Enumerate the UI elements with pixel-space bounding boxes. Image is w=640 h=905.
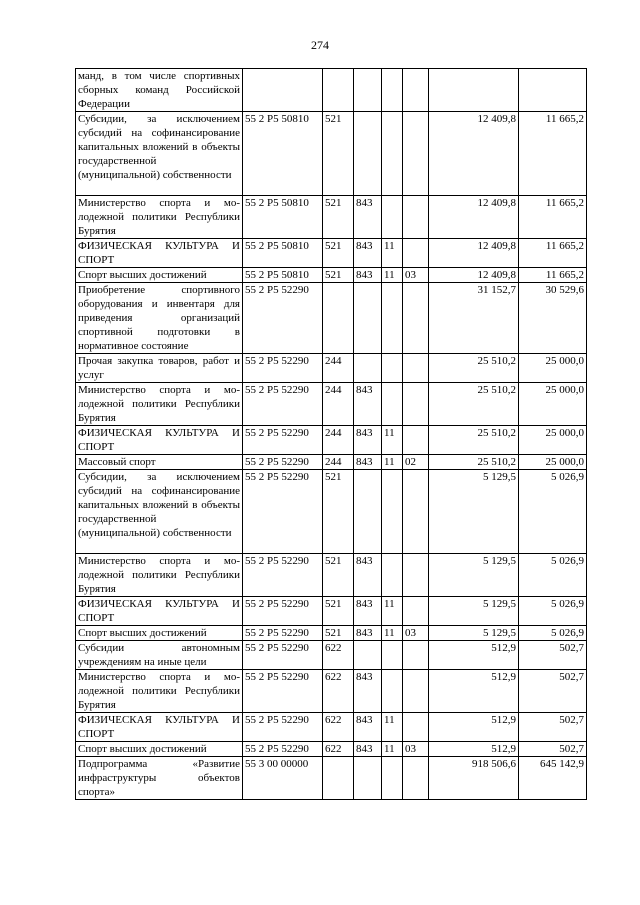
cell-target-article: 55 2 P5 52290 [243, 426, 323, 455]
cell-amount-2: 30 529,6 [519, 283, 587, 354]
table-row [76, 196, 587, 239]
cell-expense-type [323, 69, 354, 112]
cell-name: Субсидии автономным учреждениям на иные цели [76, 641, 243, 670]
cell-name: Спорт высших достижений [76, 742, 243, 757]
cell-section [382, 470, 403, 554]
cell-ministry-code [354, 112, 382, 196]
cell-subsection [403, 470, 429, 554]
cell-ministry-code: 843 [354, 670, 382, 713]
cell-amount-2: 11 665,2 [519, 112, 587, 196]
cell-subsection [403, 757, 429, 800]
table-row [76, 112, 587, 196]
cell-subsection: 03 [403, 268, 429, 283]
cell-name: Приобретение спортивного оборудования и инвентаря для приведения организаций спортивной подготовки в нормативное состояние [76, 283, 243, 354]
cell-target-article: 55 2 P5 52290 [243, 455, 323, 470]
cell-amount-2: 11 665,2 [519, 196, 587, 239]
cell-expense-type: 622 [323, 670, 354, 713]
cell-subsection [403, 239, 429, 268]
cell-subsection [403, 112, 429, 196]
table-row [76, 69, 587, 112]
table-body [76, 69, 587, 800]
table-row [76, 426, 587, 455]
cell-subsection: 03 [403, 742, 429, 757]
cell-amount-2: 5 026,9 [519, 554, 587, 597]
cell-expense-type: 521 [323, 597, 354, 626]
cell-section: 11 [382, 455, 403, 470]
cell-subsection [403, 670, 429, 713]
cell-ministry-code [354, 757, 382, 800]
cell-name: Массовый спорт [76, 455, 243, 470]
cell-ministry-code: 843 [354, 268, 382, 283]
cell-expense-type [323, 757, 354, 800]
cell-amount-1: 25 510,2 [429, 426, 519, 455]
cell-subsection [403, 713, 429, 742]
table-row [76, 554, 587, 597]
cell-target-article: 55 2 P5 50810 [243, 112, 323, 196]
cell-section: 11 [382, 426, 403, 455]
cell-amount-2: 5 026,9 [519, 626, 587, 641]
cell-section: 11 [382, 239, 403, 268]
cell-section [382, 283, 403, 354]
table-row [76, 626, 587, 641]
cell-target-article: 55 2 P5 52290 [243, 626, 323, 641]
cell-ministry-code: 843 [354, 455, 382, 470]
cell-target-article: 55 2 P5 52290 [243, 470, 323, 554]
cell-section: 11 [382, 597, 403, 626]
cell-amount-2: 11 665,2 [519, 239, 587, 268]
cell-section [382, 641, 403, 670]
cell-amount-1: 512,9 [429, 742, 519, 757]
cell-subsection [403, 196, 429, 239]
cell-section [382, 69, 403, 112]
cell-amount-1: 12 409,8 [429, 112, 519, 196]
cell-subsection [403, 69, 429, 112]
cell-target-article: 55 2 P5 52290 [243, 742, 323, 757]
cell-expense-type: 244 [323, 383, 354, 426]
cell-target-article: 55 2 P5 52290 [243, 554, 323, 597]
cell-ministry-code [354, 69, 382, 112]
cell-section [382, 112, 403, 196]
page-number: 274 [311, 38, 329, 52]
table-row [76, 641, 587, 670]
cell-expense-type: 521 [323, 626, 354, 641]
cell-ministry-code: 843 [354, 713, 382, 742]
table-row [76, 713, 587, 742]
cell-amount-2: 645 142,9 [519, 757, 587, 800]
cell-expense-type: 244 [323, 455, 354, 470]
cell-expense-type: 521 [323, 196, 354, 239]
cell-expense-type: 622 [323, 641, 354, 670]
cell-expense-type: 622 [323, 713, 354, 742]
cell-amount-1: 12 409,8 [429, 268, 519, 283]
cell-amount-1: 512,9 [429, 670, 519, 713]
table-row [76, 597, 587, 626]
cell-name: Спорт высших достижений [76, 626, 243, 641]
cell-name: Министерство спорта и молодежной политики Республики Бурятия [76, 554, 243, 597]
table-row [76, 354, 587, 383]
cell-name: Министерство спорта и молодежной политики Республики Бурятия [76, 196, 243, 239]
cell-name: манд, в том числе спортивных сборных команд Российской Федерации [76, 69, 243, 112]
cell-amount-2: 25 000,0 [519, 455, 587, 470]
cell-amount-1: 5 129,5 [429, 597, 519, 626]
budget-table [75, 68, 587, 800]
cell-amount-1: 5 129,5 [429, 470, 519, 554]
cell-subsection: 03 [403, 626, 429, 641]
cell-name: Субсидии, за исключением субсидий на софинансирование капитальных вложений в объекты государственной (муниципальной) собственности [76, 112, 243, 196]
cell-target-article: 55 2 P5 50810 [243, 196, 323, 239]
cell-subsection [403, 426, 429, 455]
cell-amount-1: 12 409,8 [429, 196, 519, 239]
cell-target-article: 55 2 P5 52290 [243, 641, 323, 670]
cell-target-article: 55 2 P5 50810 [243, 268, 323, 283]
cell-target-article: 55 2 P5 50810 [243, 239, 323, 268]
cell-name: Министерство спорта и молодежной политики Республики Бурятия [76, 670, 243, 713]
cell-amount-2: 11 665,2 [519, 268, 587, 283]
cell-ministry-code [354, 354, 382, 383]
cell-amount-2 [519, 69, 587, 112]
table-row [76, 455, 587, 470]
cell-expense-type [323, 283, 354, 354]
table-row [76, 742, 587, 757]
cell-amount-2: 502,7 [519, 641, 587, 670]
cell-section [382, 354, 403, 383]
cell-amount-2: 502,7 [519, 742, 587, 757]
table-row [76, 670, 587, 713]
table-row [76, 470, 587, 554]
cell-amount-2: 5 026,9 [519, 470, 587, 554]
cell-amount-1: 31 152,7 [429, 283, 519, 354]
cell-amount-1: 5 129,5 [429, 554, 519, 597]
cell-ministry-code: 843 [354, 426, 382, 455]
cell-name: Министерство спорта и молодежной политики Республики Бурятия [76, 383, 243, 426]
cell-amount-1: 25 510,2 [429, 354, 519, 383]
cell-amount-2: 5 026,9 [519, 597, 587, 626]
cell-ministry-code: 843 [354, 554, 382, 597]
cell-section: 11 [382, 742, 403, 757]
cell-amount-1: 25 510,2 [429, 383, 519, 426]
cell-expense-type: 622 [323, 742, 354, 757]
cell-name: Субсидии, за исключением субсидий на софинансирование капитальных вложений в объекты государственной (муниципальной) собственности [76, 470, 243, 554]
cell-ministry-code [354, 283, 382, 354]
cell-amount-2: 25 000,0 [519, 383, 587, 426]
cell-amount-2: 502,7 [519, 713, 587, 742]
cell-name: ФИЗИЧЕСКАЯ КУЛЬТУРА И СПОРТ [76, 713, 243, 742]
cell-ministry-code: 843 [354, 239, 382, 268]
cell-amount-1: 5 129,5 [429, 626, 519, 641]
table-row [76, 283, 587, 354]
cell-section [382, 554, 403, 597]
cell-name: Подпрограмма «Развитие инфраструктуры объектов спорта» [76, 757, 243, 800]
table-row [76, 268, 587, 283]
cell-amount-1: 512,9 [429, 641, 519, 670]
cell-amount-1: 25 510,2 [429, 455, 519, 470]
table-row [76, 383, 587, 426]
cell-section [382, 670, 403, 713]
cell-subsection [403, 383, 429, 426]
cell-amount-1 [429, 69, 519, 112]
cell-ministry-code: 843 [354, 383, 382, 426]
cell-ministry-code: 843 [354, 597, 382, 626]
cell-ministry-code [354, 470, 382, 554]
cell-section [382, 196, 403, 239]
table-row [76, 239, 587, 268]
cell-target-article [243, 69, 323, 112]
cell-amount-1: 918 506,6 [429, 757, 519, 800]
cell-subsection [403, 354, 429, 383]
cell-ministry-code [354, 641, 382, 670]
cell-amount-1: 12 409,8 [429, 239, 519, 268]
cell-target-article: 55 3 00 00000 [243, 757, 323, 800]
cell-name: ФИЗИЧЕСКАЯ КУЛЬТУРА И СПОРТ [76, 597, 243, 626]
cell-ministry-code: 843 [354, 196, 382, 239]
cell-expense-type: 521 [323, 554, 354, 597]
cell-ministry-code: 843 [354, 742, 382, 757]
cell-name: ФИЗИЧЕСКАЯ КУЛЬТУРА И СПОРТ [76, 239, 243, 268]
cell-expense-type: 244 [323, 354, 354, 383]
cell-amount-2: 25 000,0 [519, 354, 587, 383]
cell-section: 11 [382, 713, 403, 742]
cell-amount-1: 512,9 [429, 713, 519, 742]
cell-name: ФИЗИЧЕСКАЯ КУЛЬТУРА И СПОРТ [76, 426, 243, 455]
cell-subsection: 02 [403, 455, 429, 470]
cell-subsection [403, 554, 429, 597]
cell-expense-type: 521 [323, 239, 354, 268]
cell-expense-type: 521 [323, 112, 354, 196]
cell-section: 11 [382, 268, 403, 283]
cell-ministry-code: 843 [354, 626, 382, 641]
cell-section [382, 757, 403, 800]
table-row [76, 757, 587, 800]
cell-target-article: 55 2 P5 52290 [243, 670, 323, 713]
cell-expense-type: 521 [323, 470, 354, 554]
cell-target-article: 55 2 P5 52290 [243, 713, 323, 742]
cell-expense-type: 244 [323, 426, 354, 455]
cell-section: 11 [382, 626, 403, 641]
cell-target-article: 55 2 P5 52290 [243, 283, 323, 354]
cell-name: Спорт высших достижений [76, 268, 243, 283]
cell-target-article: 55 2 P5 52290 [243, 383, 323, 426]
cell-subsection [403, 597, 429, 626]
cell-amount-2: 502,7 [519, 670, 587, 713]
cell-target-article: 55 2 P5 52290 [243, 354, 323, 383]
cell-section [382, 383, 403, 426]
cell-amount-2: 25 000,0 [519, 426, 587, 455]
cell-subsection [403, 641, 429, 670]
cell-expense-type: 521 [323, 268, 354, 283]
cell-subsection [403, 283, 429, 354]
cell-name: Прочая закупка товаров, работ и услуг [76, 354, 243, 383]
cell-target-article: 55 2 P5 52290 [243, 597, 323, 626]
